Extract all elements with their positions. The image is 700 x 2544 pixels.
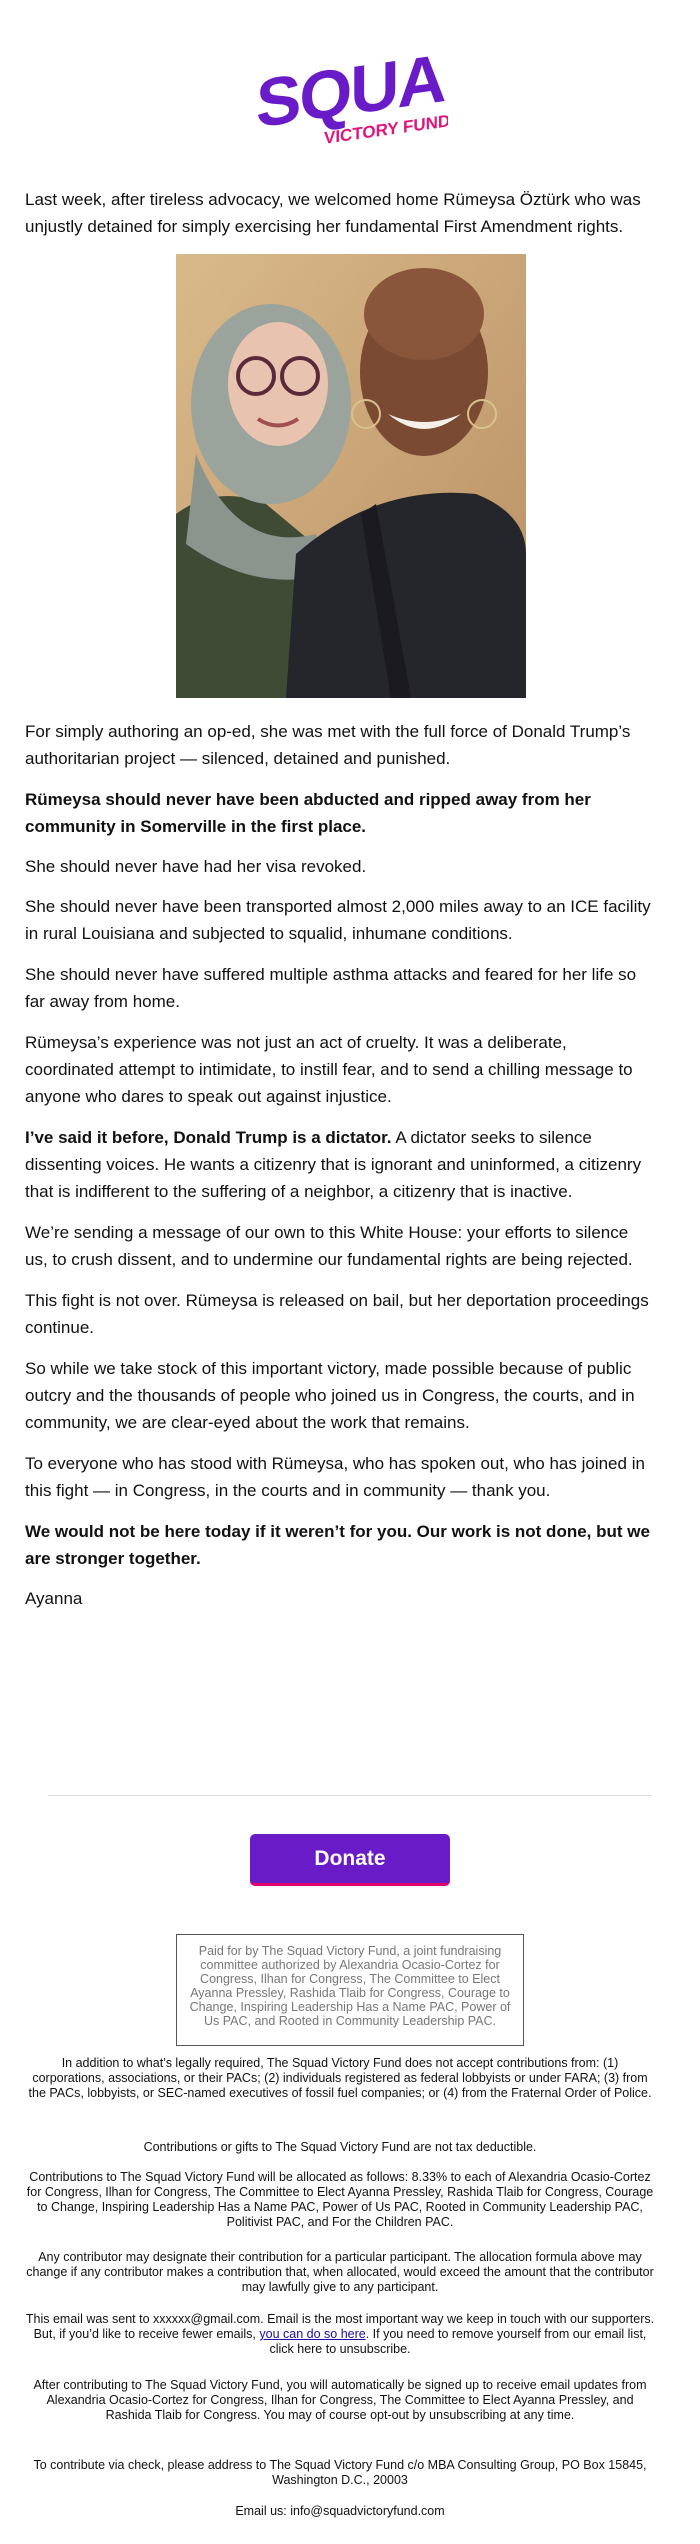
donate-button[interactable]: Donate <box>250 1834 450 1886</box>
email-pref-text-b: . If you need to remove yourself from our email list, click here to unsubscribe. <box>269 2327 647 2356</box>
paragraph-1: For simply authoring an op-ed, she was met with the full force of Donald Trump’s authoritarian project — silenced, detained and punished. <box>25 722 631 768</box>
footer-contribution-restrictions: In addition to what’s legally required, The Squad Victory Fund does not accept contributions from: (1) corporations, associations, or their PACs; (2) individuals registered as federal lobbyists or under FARA; (3) from the PACs, lobbyists, or SEC-named executives of fossil fuel companies; or (4) from the Fraternal Order of Police. <box>28 2056 652 2100</box>
photo-rumeysa-and-ayanna <box>176 254 526 698</box>
squad-victory-fund-logo <box>252 38 448 146</box>
paragraph-2-bold: Rümeysa should never have been abducted and ripped away from her community in Somerville in the first place. <box>25 790 591 836</box>
paragraph-4: She should never have been transported almost 2,000 miles away to an ICE facility in rural Louisiana and subjected to squalid, inhumane conditions. <box>25 897 651 943</box>
footer-divider <box>48 1795 652 1796</box>
logo-victory-fund-text: VICTORY FUND <box>324 111 448 146</box>
intro-paragraph: Last week, after tireless advocacy, we welcomed home Rümeysa Öztürk who was unjustly detained for simply exercising her fundamental First Amendment rights. <box>25 190 641 236</box>
paragraph-12-bold: We would not be here today if it weren’t for you. Our work is not done, but we are stronger together. <box>25 1522 650 1568</box>
paragraph-11: To everyone who has stood with Rümeysa, who has spoken out, who has joined in this fight — in Congress, in the courts and in community — thank you. <box>25 1454 645 1500</box>
paid-for-disclaimer: Paid for by The Squad Victory Fund, a joint fundraising committee authorized by Alexandria Ocasio-Cortez for Congress, Ilhan for Congress, The Committee to Elect Ayanna Pressley, Rashida Tlaib for Congress, Courage to Change, Inspiring Leadership Has a Name PAC, Power of Us PAC, and Rooted in Community Leadership PAC. <box>176 1934 524 2046</box>
footer-signup-notice: After contributing to The Squad Victory Fund, you will automatically be signed up to receive email updates from Alexandria Ocasio-Cortez for Congress, Ilhan for Congress, The Committee to Elect Ayanna Pressley, and Rashida Tlaib for Congress. You may of course opt-out by unsubscribing at any time. <box>33 2378 647 2422</box>
paragraph-7-rest: A dictator seeks to silence dissenting voices. He wants a citizenry that is ignorant and uninformed, a citizenry that is indifferent to the suffering of a neighbor, a citizenry that is inactive. <box>25 1128 642 1201</box>
paragraph-5: She should never have suffered multiple asthma attacks and feared for her life so far away from home. <box>25 965 637 1011</box>
paragraph-3: She should never have had her visa revoked. <box>25 857 367 876</box>
paragraph-10: So while we take stock of this important victory, made possible because of public outcry and the thousands of people who joined us in Congress, the courts, and in community, we are clear-eyed about the work that remains. <box>25 1359 635 1432</box>
paragraph-7 <box>25 1124 655 1205</box>
paragraph-8: We’re sending a message of our own to this White House: your efforts to silence us, to crush dissent, and to undermine our fundamental rights are being rejected. <box>25 1223 633 1269</box>
footer-contact-email: Email us: info@squadvictoryfund.com <box>235 2504 445 2518</box>
footer-allocation: Contributions to The Squad Victory Fund will be allocated as follows: 8.33% to each of Alexandria Ocasio-Cortez for Congress, Ilhan for Congress, The Committee to Elect Ayanna Pressley, Rashida Tlaib for Congress, Courage to Change, Inspiring Leadership Has a Name PAC, Power of Us PAC, Rooted in Community Leadership PAC, Politivist PAC, and For the Children PAC. <box>26 2170 654 2229</box>
footer-designation: Any contributor may designate their contribution for a particular participant. The allocation formula above may change if any contributor makes a contribution that, when allocated, would exceed the amount that the contributor may lawfully give to any participant. <box>26 2250 654 2294</box>
paragraph-6: Rümeysa’s experience was not just an act of cruelty. It was a deliberate, coordinated attempt to intimidate, to instill fear, and to send a chilling message to anyone who dares to speak out against injustice. <box>25 1033 633 1106</box>
footer-tax-notice: Contributions or gifts to The Squad Victory Fund are not tax deductible. <box>143 2140 537 2154</box>
logo-squad-text: SQUAD <box>256 38 448 143</box>
signature: Ayanna <box>25 1589 83 1608</box>
footer-email-preferences <box>25 2312 655 2357</box>
email-pref-text-a: This email was sent to xxxxxx@gmail.com. Email is the most important way we keep in touch with our supporters. But, if you’d like to receive fewer emails, <box>25 2312 655 2341</box>
paragraph-9: This fight is not over. Rümeysa is released on bail, but her deportation proceedings continue. <box>25 1291 649 1337</box>
fewer-emails-link[interactable]: you can do so here <box>259 2327 366 2341</box>
footer-check-address: To contribute via check, please address to The Squad Victory Fund c/o MBA Consulting Group, PO Box 15845, Washington D.C., 20003 <box>33 2458 647 2487</box>
paragraph-7-bold: I’ve said it before, Donald Trump is a dictator. <box>25 1128 392 1147</box>
